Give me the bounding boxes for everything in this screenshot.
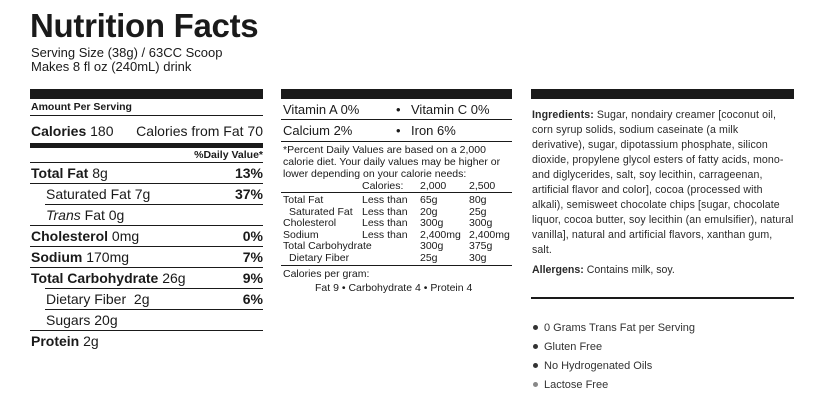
calories-per-gram-values: Fat 9 • Carbohydrate 4 • Protein 4 <box>315 282 473 294</box>
daily-value: 37% <box>234 186 263 202</box>
calories-per-gram-label: Calories per gram: <box>283 268 370 280</box>
divider <box>45 309 263 310</box>
divider <box>30 246 263 247</box>
divider <box>30 330 263 331</box>
dv-row-qualifier: Less than <box>362 217 408 229</box>
daily-value-footnote: *Percent Daily Values are based on a 2,000 calorie diet. Your daily values may be higher or lower depending on your calorie needs: <box>283 144 501 180</box>
dv-row-name: Saturated Fat <box>289 205 353 218</box>
dv-row-2500: 25g <box>469 205 487 218</box>
daily-value: 7% <box>242 249 263 265</box>
dv-row-2000: 65g <box>420 194 438 206</box>
nutrient-row-cholesterol: Cholesterol 0mg 0% <box>31 228 263 244</box>
daily-value-header: %Daily Value* <box>194 149 263 161</box>
thick-divider <box>30 143 263 148</box>
allergens-list: Contains milk, soy. <box>583 264 675 276</box>
calories-header: Calories: <box>362 180 404 192</box>
dv-row-qualifier: Less than <box>362 205 408 218</box>
dv-row-qualifier: Less than <box>362 194 408 206</box>
nutrient-row-dietary-fiber: Dietary Fiber 2g 6% <box>46 291 263 307</box>
dv-row-name: Dietary Fiber <box>289 251 350 264</box>
divider <box>45 204 263 205</box>
divider <box>30 162 263 163</box>
nutrient-row-total-fat: Total Fat 8g 13% <box>31 165 263 181</box>
dv-row-name: Total Fat <box>283 194 324 206</box>
divider <box>281 141 512 142</box>
divider <box>30 225 263 226</box>
claim-lactose-free: Lactose Free <box>533 378 608 392</box>
iron: Iron 6% <box>411 123 456 138</box>
claim-trans-fat: 0 Grams Trans Fat per Serving <box>533 321 695 335</box>
daily-value: 0% <box>242 228 263 244</box>
nutrient-row-protein: Protein 2g <box>31 333 99 349</box>
dv-row-2000: 300g <box>420 217 444 229</box>
nutrient-row-sodium: Sodium 170mg 7% <box>31 249 263 265</box>
divider <box>30 183 263 184</box>
calories-label: Calories <box>31 123 87 139</box>
thick-divider <box>281 89 512 99</box>
divider <box>281 119 512 120</box>
col-2000-header: 2,000 <box>420 180 447 192</box>
ingredients-list: Sugar, nondairy creamer [coconut oil, corn syrup solids, sodium caseinate (a milk derivative), sugar, dipotassium phosphate, silicon dioxide, propylene glycol esters of fatty acids, mono- and diglycerides, salt, soy lecithin, carrageenan, artificial flavor and color], cocoa (processed with alkali), semisweet chocolate chips [sugar, chocolate liquor, cocoa butter, soy lecithin (an emulsifier), natural vanilla], natural and artificial flavors, xanthan gum, salt. <box>532 109 794 256</box>
dv-row-name: Total Carbohydrate <box>283 240 372 252</box>
divider <box>30 267 263 268</box>
dv-row-qualifier: Less than <box>362 228 408 241</box>
divider <box>281 192 512 193</box>
daily-value: 6% <box>242 291 263 307</box>
calories-row <box>31 122 263 140</box>
nutrient-row-total-carbohydrate: Total Carbohydrate 26g 9% <box>31 270 263 286</box>
nutrient-row-saturated-fat: Saturated Fat 7g 37% <box>46 186 263 202</box>
amount-per-serving: Amount Per Serving <box>31 101 132 113</box>
daily-value: 13% <box>234 165 263 181</box>
divider <box>531 297 794 299</box>
claim-gluten-free: Gluten Free <box>533 340 602 354</box>
vitamin-a: Vitamin A 0% <box>283 102 360 117</box>
divider <box>45 288 263 289</box>
divider <box>30 115 263 116</box>
dv-row-2500: 2,400mg <box>469 228 510 241</box>
makes-drink: Makes 8 fl oz (240mL) drink <box>31 59 192 74</box>
dv-row-2000: 25g <box>420 251 438 264</box>
calcium: Calcium 2% <box>283 123 353 138</box>
nutrient-row-sugars: Sugars 20g <box>46 312 118 328</box>
dv-row-2000: 2,400mg <box>420 228 461 241</box>
dv-row-name: Cholesterol <box>283 217 337 229</box>
bullet-separator: • <box>396 123 401 138</box>
calories-from-fat: Calories from Fat 70 <box>136 123 263 139</box>
bullet-icon <box>533 325 538 330</box>
claim-no-hydrogenated-oils: No Hydrogenated Oils <box>533 359 652 373</box>
ingredients-text <box>532 108 794 258</box>
thick-divider <box>30 89 263 99</box>
ingredients-label: Ingredients: <box>532 109 594 121</box>
col-2500-header: 2,500 <box>469 180 496 192</box>
divider <box>281 265 512 266</box>
nutrition-facts-title: Nutrition Facts <box>30 7 259 44</box>
dv-row-name: Sodium <box>283 228 319 241</box>
dv-row-2500: 300g <box>469 217 493 229</box>
bullet-icon <box>533 382 538 387</box>
dv-row-2000: 20g <box>420 205 438 218</box>
dv-row-2500: 80g <box>469 194 487 206</box>
thick-divider <box>531 89 794 99</box>
dv-row-2500: 375g <box>469 240 493 252</box>
calories-value: 180 <box>90 123 114 139</box>
daily-value: 9% <box>242 270 263 286</box>
dv-row-2500: 30g <box>469 251 487 264</box>
bullet-separator: • <box>396 102 401 117</box>
dv-row-2000: 300g <box>420 240 444 252</box>
bullet-icon <box>533 363 538 368</box>
allergens-text <box>532 263 794 277</box>
bullet-icon <box>533 344 538 349</box>
allergens-label: Allergens: <box>532 264 584 276</box>
nutrient-row-trans-fat: Trans Fat 0g <box>46 207 125 223</box>
serving-size: Serving Size (38g) / 63CC Scoop <box>31 45 223 60</box>
vitamin-c: Vitamin C 0% <box>411 102 490 117</box>
